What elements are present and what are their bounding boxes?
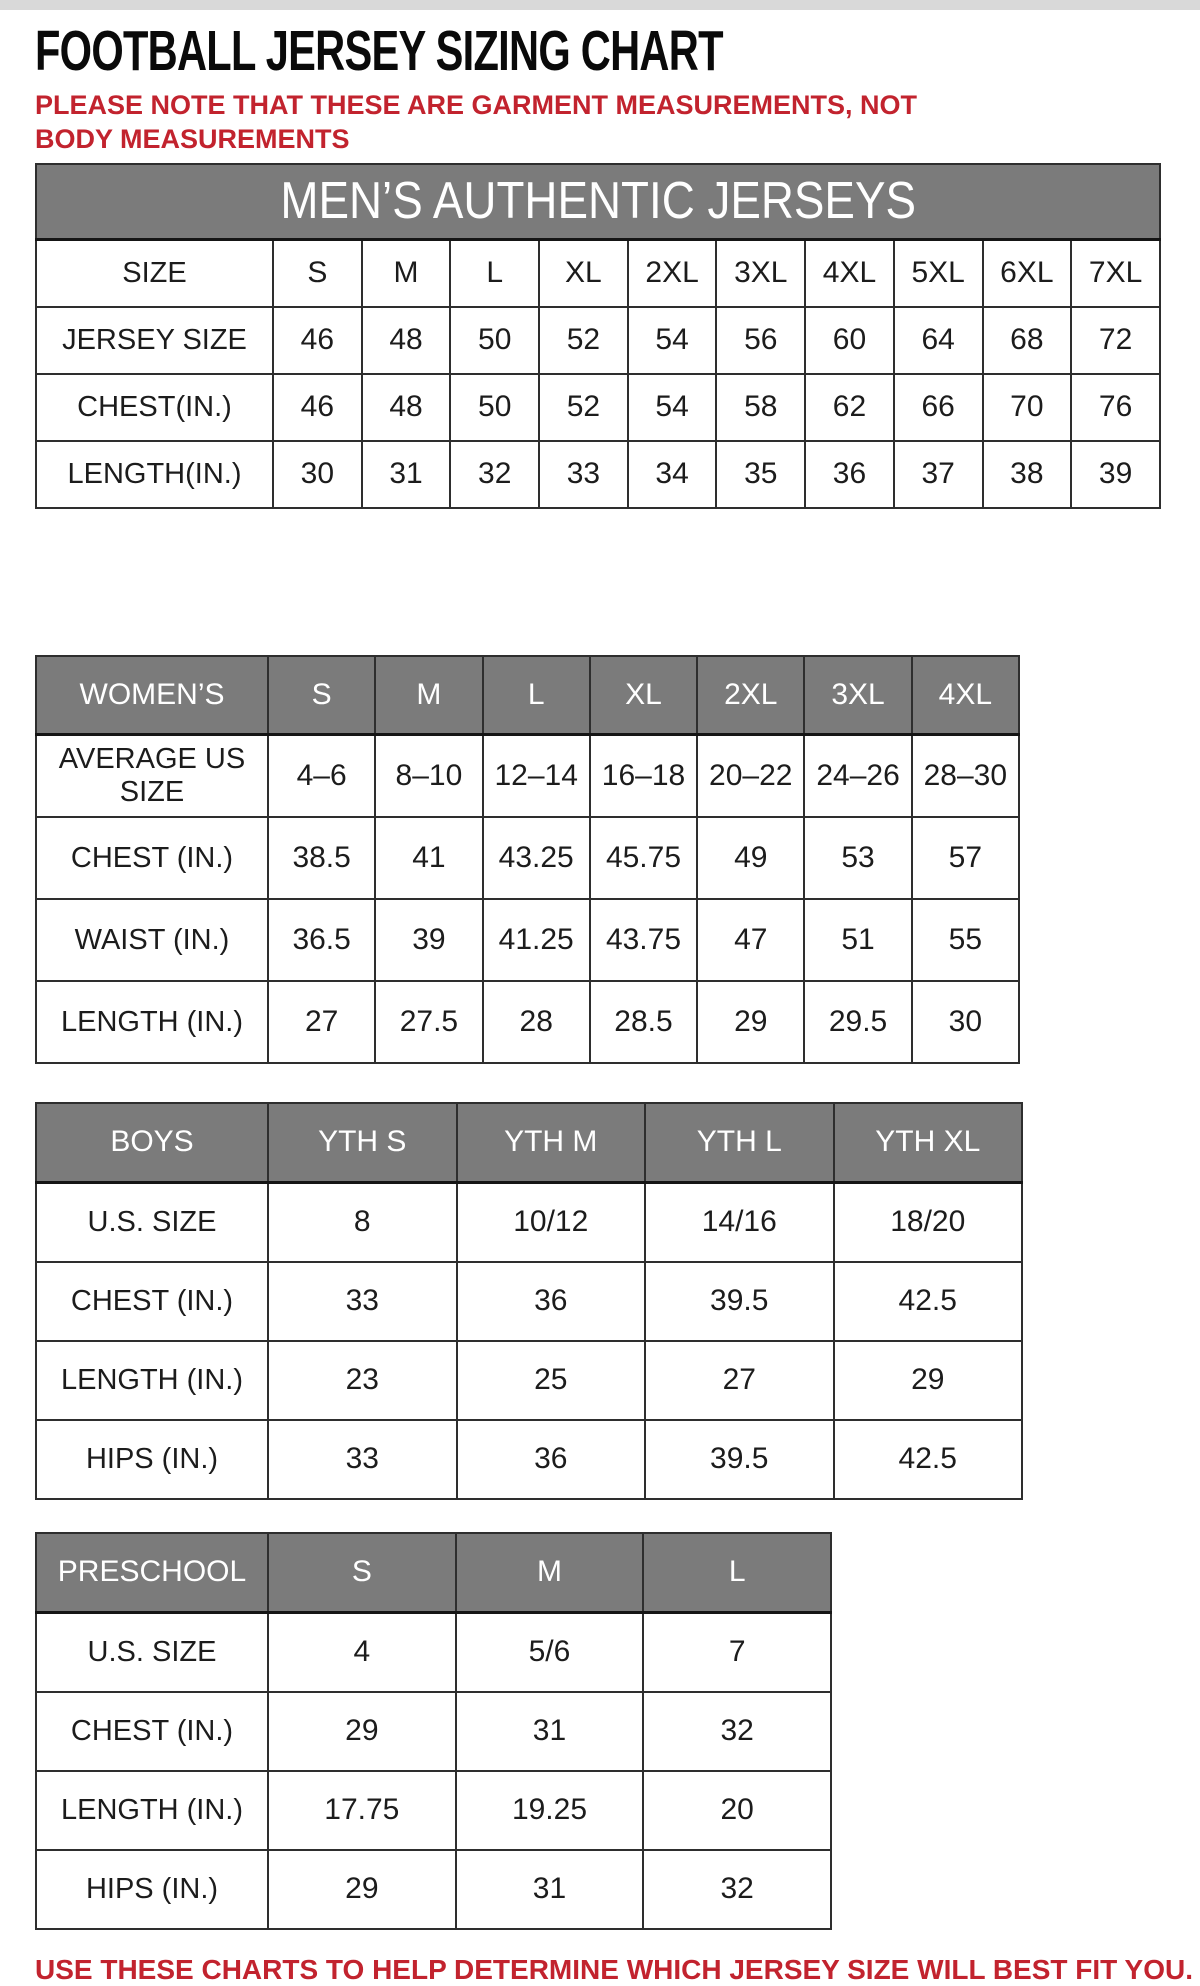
cell: 8–10 (375, 734, 482, 817)
cell: 29 (268, 1850, 456, 1929)
cell: 76 (1071, 374, 1160, 441)
cell: 34 (628, 441, 717, 508)
cell: 36 (805, 441, 894, 508)
cell: 42.5 (834, 1420, 1023, 1499)
cell: 16–18 (590, 734, 697, 817)
cell: 29 (834, 1341, 1023, 1420)
table-row (36, 1420, 1022, 1499)
size-header-cell: M (456, 1533, 644, 1613)
cell: 60 (805, 307, 894, 374)
table-row (36, 374, 1160, 441)
cell: 3XL (716, 239, 805, 307)
cell: 17.75 (268, 1771, 456, 1850)
table-row (36, 899, 1019, 981)
cell: 72 (1071, 307, 1160, 374)
size-header-cell: S (268, 656, 375, 735)
cell: 36 (457, 1262, 646, 1341)
table-row (36, 1850, 831, 1929)
cell: 4XL (805, 239, 894, 307)
cell: 50 (450, 374, 539, 441)
cell: 28 (483, 981, 590, 1063)
size-header-cell: 3XL (804, 656, 911, 735)
cell: 5/6 (456, 1612, 644, 1692)
cell: 38.5 (268, 817, 375, 899)
cell: 33 (268, 1262, 457, 1341)
cell: 41 (375, 817, 482, 899)
table-row (36, 239, 1160, 307)
size-header-cell: YTH S (268, 1103, 457, 1183)
table-row (36, 817, 1019, 899)
cell: 55 (912, 899, 1019, 981)
cell: 62 (805, 374, 894, 441)
cell: 39.5 (645, 1262, 834, 1341)
cell: 51 (804, 899, 911, 981)
row-label-cell: LENGTH (IN.) (36, 1341, 268, 1420)
cell: M (362, 239, 451, 307)
preschool-table-title: PRESCHOOL (36, 1533, 268, 1613)
cell: 32 (450, 441, 539, 508)
womens-table-title: WOMEN’S (36, 656, 268, 735)
mens-table-title (36, 164, 1160, 240)
cell: 10/12 (457, 1182, 646, 1262)
row-label-cell: JERSEY SIZE (36, 307, 273, 374)
cell: 45.75 (590, 817, 697, 899)
cell: 29.5 (804, 981, 911, 1063)
cell: 38 (983, 441, 1072, 508)
womens-table (35, 655, 1020, 1064)
cell: 30 (273, 441, 362, 508)
cell: 36.5 (268, 899, 375, 981)
cell: 56 (716, 307, 805, 374)
cell: S (273, 239, 362, 307)
cell: 18/20 (834, 1182, 1023, 1262)
row-label-cell: LENGTH (IN.) (36, 1771, 268, 1850)
cell: 27.5 (375, 981, 482, 1063)
size-header-cell: YTH L (645, 1103, 834, 1183)
cell: 58 (716, 374, 805, 441)
table-row (36, 1612, 831, 1692)
row-label-cell: U.S. SIZE (36, 1182, 268, 1262)
size-header-cell: XL (590, 656, 697, 735)
table-header-row (36, 1533, 831, 1613)
cell: 41.25 (483, 899, 590, 981)
cell: 19.25 (456, 1771, 644, 1850)
mens-table-title-text: MEN’S AUTHENTIC JERSEYS (280, 172, 916, 231)
footer-note: USE THESE CHARTS TO HELP DETERMINE WHICH JERSEY SIZE WILL BEST FIT YOU. (35, 1953, 1193, 1985)
cell: 4 (268, 1612, 456, 1692)
row-label-cell: CHEST(IN.) (36, 374, 273, 441)
row-label-cell: SIZE (36, 239, 273, 307)
cell: 20 (643, 1771, 831, 1850)
cell: 7 (643, 1612, 831, 1692)
cell: 31 (456, 1692, 644, 1771)
cell: 43.25 (483, 817, 590, 899)
preschool-table (35, 1532, 832, 1930)
cell: 53 (804, 817, 911, 899)
cell: 23 (268, 1341, 457, 1420)
table-row (36, 441, 1160, 508)
cell: 30 (912, 981, 1019, 1063)
size-header-cell: L (643, 1533, 831, 1613)
cell: L (450, 239, 539, 307)
cell: 68 (983, 307, 1072, 374)
top-strip (0, 0, 1200, 10)
row-label-cell: CHEST (IN.) (36, 1692, 268, 1771)
row-label-cell: HIPS (IN.) (36, 1420, 268, 1499)
cell: 32 (643, 1850, 831, 1929)
cell: 39.5 (645, 1420, 834, 1499)
size-header-cell: L (483, 656, 590, 735)
cell: 32 (643, 1692, 831, 1771)
table-row (36, 1182, 1022, 1262)
cell: 42.5 (834, 1262, 1023, 1341)
cell: 24–26 (804, 734, 911, 817)
cell: 50 (450, 307, 539, 374)
table-row (36, 1341, 1022, 1420)
table-header-row (36, 164, 1160, 240)
cell: 46 (273, 307, 362, 374)
cell: 6XL (983, 239, 1072, 307)
table-row (36, 981, 1019, 1063)
cell: 54 (628, 307, 717, 374)
table-header-row (36, 656, 1019, 735)
page-title: FOOTBALL JERSEY SIZING CHART (35, 19, 723, 83)
cell: 54 (628, 374, 717, 441)
cell: 28.5 (590, 981, 697, 1063)
row-label-cell: HIPS (IN.) (36, 1850, 268, 1929)
cell: 5XL (894, 239, 983, 307)
cell: 29 (697, 981, 804, 1063)
cell: 57 (912, 817, 1019, 899)
cell: 52 (539, 374, 628, 441)
cell: 27 (645, 1341, 834, 1420)
cell: 70 (983, 374, 1072, 441)
row-label-cell: LENGTH(IN.) (36, 441, 273, 508)
cell: 4–6 (268, 734, 375, 817)
size-header-cell: 4XL (912, 656, 1019, 735)
cell: 43.75 (590, 899, 697, 981)
row-label-cell: U.S. SIZE (36, 1612, 268, 1692)
row-label-cell: CHEST (IN.) (36, 1262, 268, 1341)
cell: 39 (1071, 441, 1160, 508)
cell: XL (539, 239, 628, 307)
cell: 66 (894, 374, 983, 441)
table-row (36, 1771, 831, 1850)
cell: 37 (894, 441, 983, 508)
cell: 28–30 (912, 734, 1019, 817)
cell: 31 (362, 441, 451, 508)
sizing-chart-document (0, 19, 1200, 1986)
cell: 31 (456, 1850, 644, 1929)
size-header-cell: 2XL (697, 656, 804, 735)
cell: 33 (268, 1420, 457, 1499)
table-row (36, 1262, 1022, 1341)
table-row (36, 734, 1019, 817)
cell: 27 (268, 981, 375, 1063)
cell: 49 (697, 817, 804, 899)
cell: 2XL (628, 239, 717, 307)
table-row (36, 1692, 831, 1771)
cell: 48 (362, 374, 451, 441)
size-header-cell: YTH M (457, 1103, 646, 1183)
cell: 52 (539, 307, 628, 374)
cell: 33 (539, 441, 628, 508)
cell: 29 (268, 1692, 456, 1771)
cell: 39 (375, 899, 482, 981)
cell: 36 (457, 1420, 646, 1499)
size-header-cell: YTH XL (834, 1103, 1023, 1183)
garment-measurement-note: PLEASE NOTE THAT THESE ARE GARMENT MEASUREMENTS, NOT BODY MEASUREMENTS (35, 89, 918, 155)
size-header-cell: S (268, 1533, 456, 1613)
mens-authentic-jerseys-table (35, 163, 1161, 509)
row-label-cell: AVERAGE US SIZE (36, 734, 268, 817)
cell: 20–22 (697, 734, 804, 817)
boys-table-title: BOYS (36, 1103, 268, 1183)
cell: 35 (716, 441, 805, 508)
size-header-cell: M (375, 656, 482, 735)
row-label-cell: WAIST (IN.) (36, 899, 268, 981)
cell: 8 (268, 1182, 457, 1262)
cell: 64 (894, 307, 983, 374)
cell: 25 (457, 1341, 646, 1420)
cell: 46 (273, 374, 362, 441)
row-label-cell: LENGTH (IN.) (36, 981, 268, 1063)
cell: 14/16 (645, 1182, 834, 1262)
cell: 47 (697, 899, 804, 981)
cell: 7XL (1071, 239, 1160, 307)
row-label-cell: CHEST (IN.) (36, 817, 268, 899)
boys-table (35, 1102, 1023, 1500)
cell: 12–14 (483, 734, 590, 817)
cell: 48 (362, 307, 451, 374)
table-row (36, 307, 1160, 374)
table-header-row (36, 1103, 1022, 1183)
